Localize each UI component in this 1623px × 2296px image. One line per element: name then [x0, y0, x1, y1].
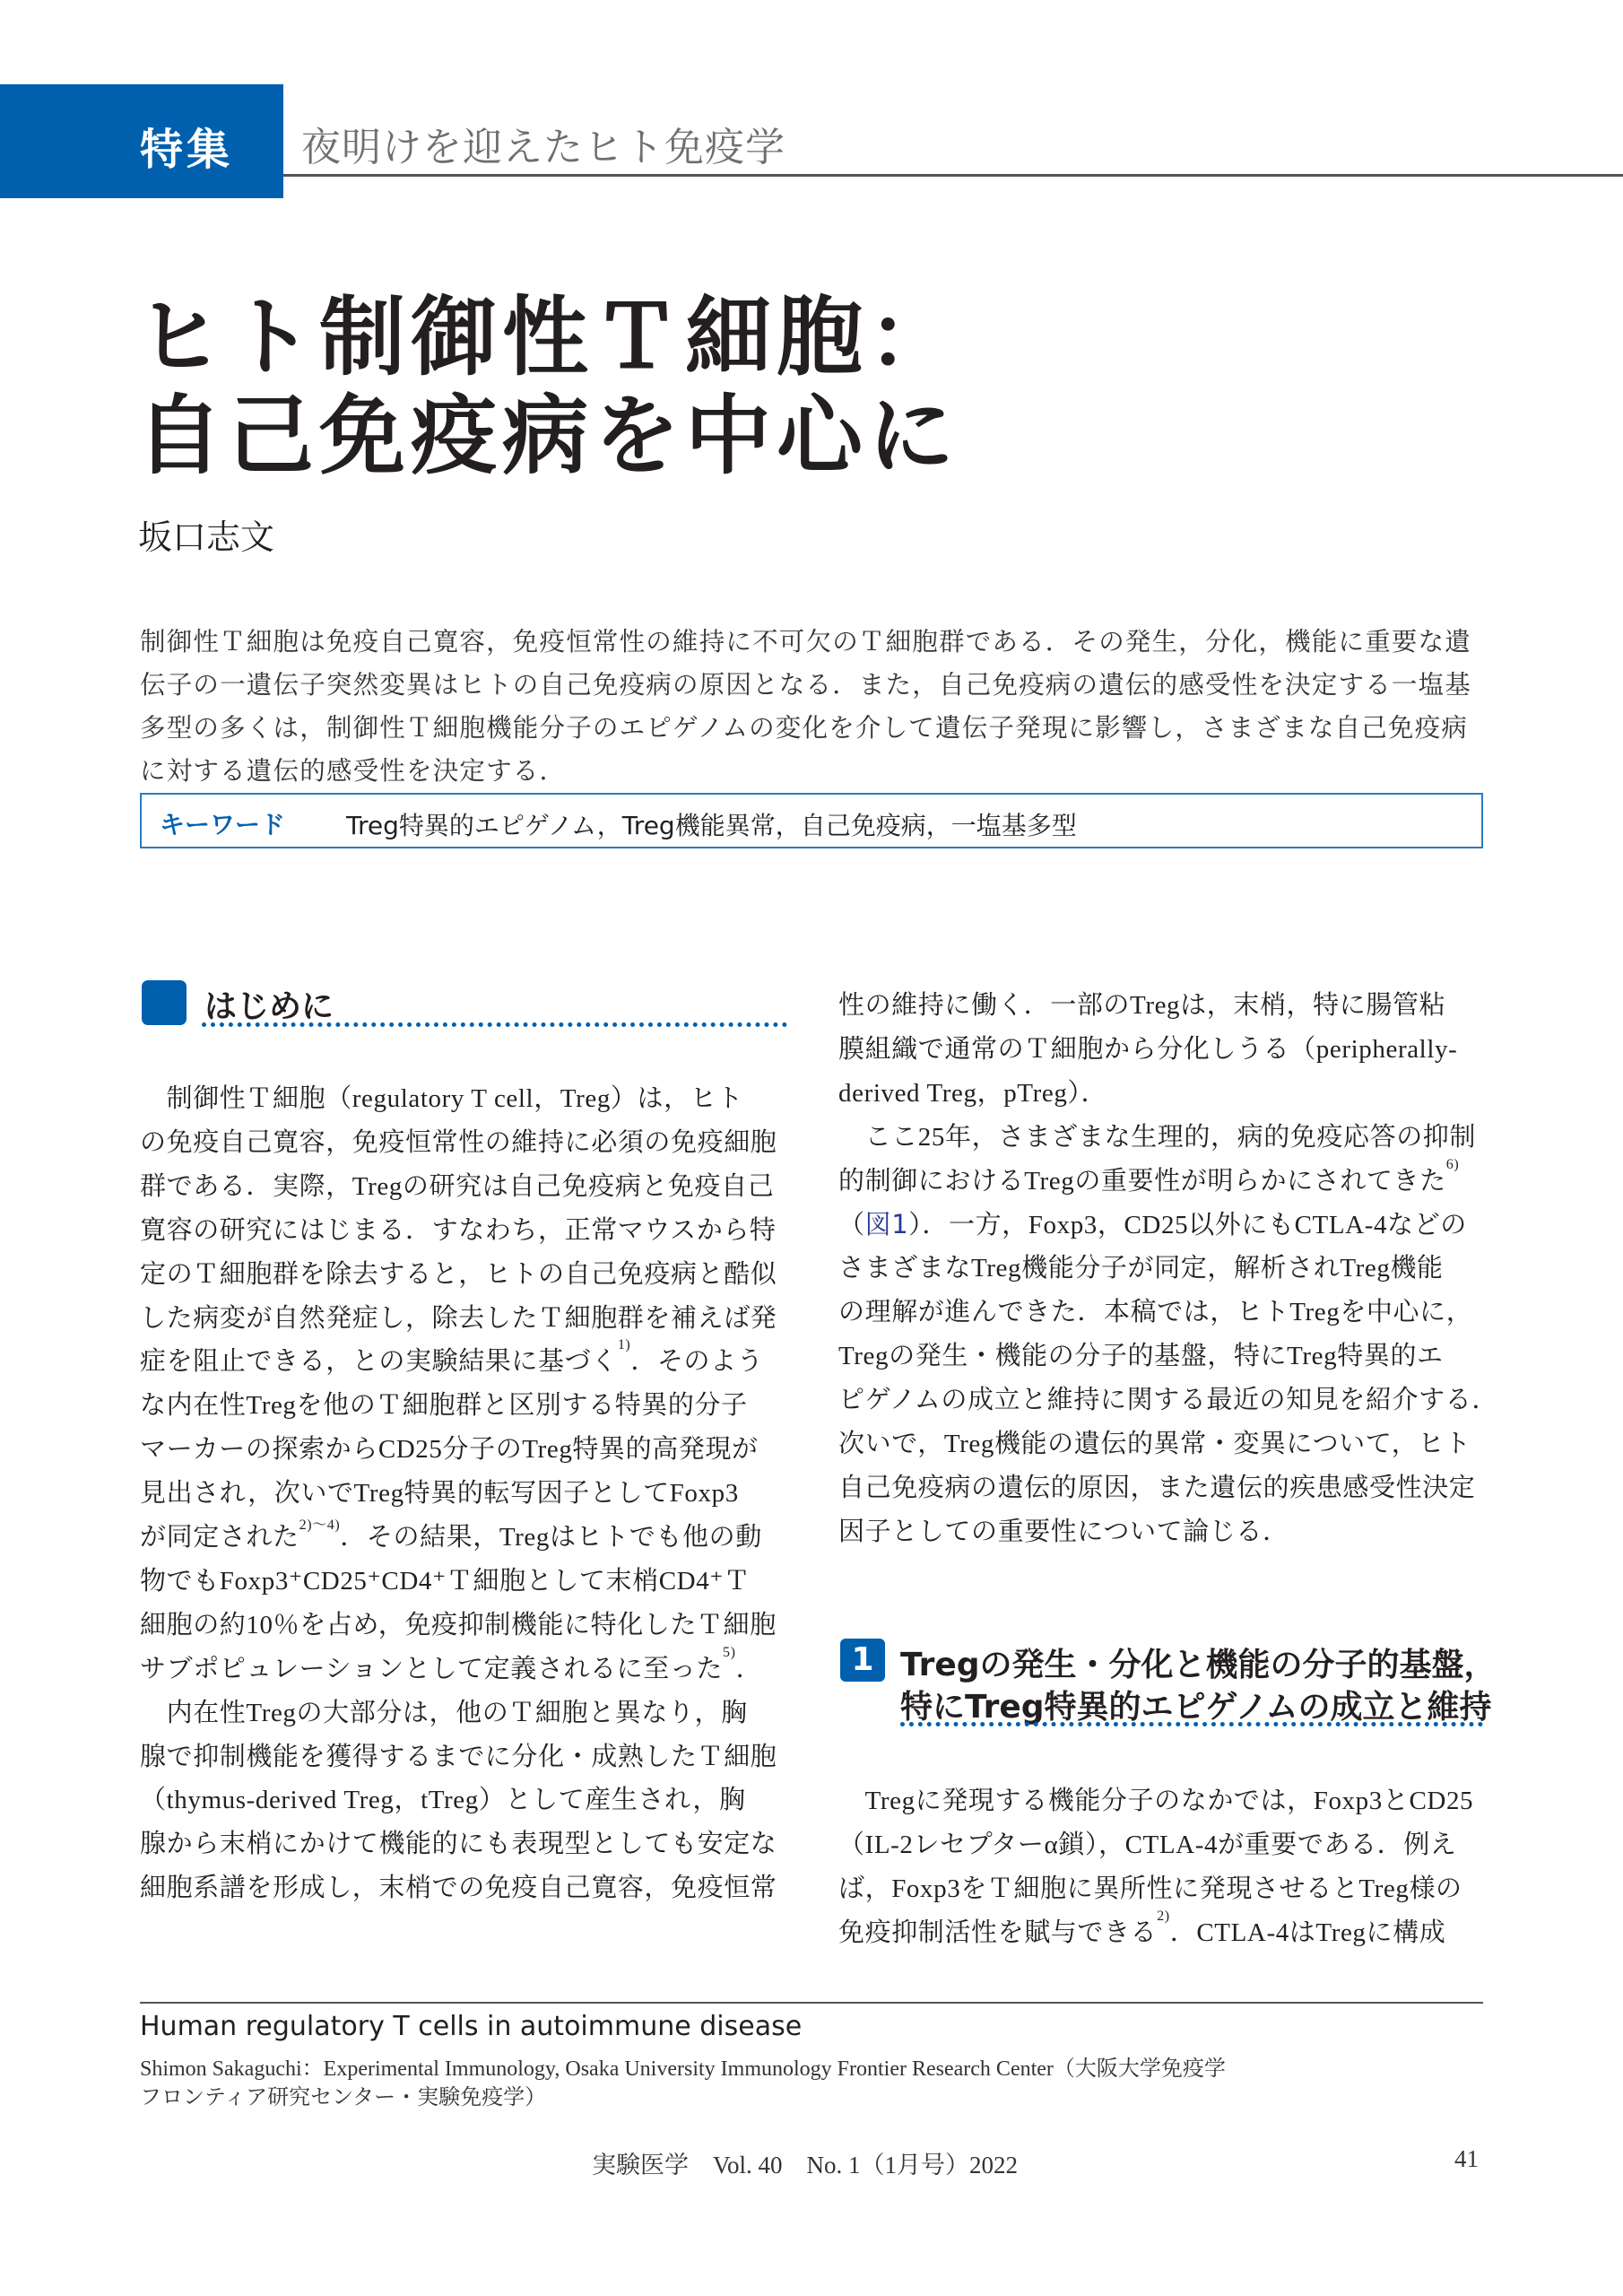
- section-divider-dotted: [202, 1022, 787, 1027]
- body-text-line: [140, 1517, 762, 1553]
- english-title: Human regulatory T cells in autoimmune disease: [140, 2011, 803, 2042]
- body-text-segment: 的制御におけるTregの重要性が明らかにされてきた: [838, 1166, 1446, 1196]
- section-heading-1-line-2: 特にTreg特異的エピゲノムの成立と維持: [900, 1689, 1492, 1726]
- body-text-line: 見出され，次いでTreg特異的転写因子としてFoxp3: [140, 1479, 739, 1509]
- body-text-line: 細胞系譜を形成し，末梢での免疫自己寛容，免疫恒常: [140, 1874, 777, 1903]
- body-text-line: derived Treg，pTreg）．: [838, 1078, 1108, 1108]
- body-text-line: の理解が進んできた．本稿では，ヒトTregを中心に，: [838, 1298, 1473, 1327]
- body-text-line: 定のＴ細胞群を除去すると，ヒトの自己免疫病と酷似: [140, 1259, 777, 1289]
- body-text-line: （thymus-derived Treg，tTreg）として産生され，胸: [140, 1786, 746, 1815]
- body-text-line: （IL-2レセプターα鎖），CTLA-4が重要である．例え: [838, 1831, 1457, 1859]
- body-text-line: [838, 1205, 1467, 1241]
- body-text-line: [838, 1909, 1446, 1949]
- body-text-line: な内在性Tregを他のＴ細胞群と区別する特異的分子: [140, 1391, 748, 1421]
- body-text-line: 群である．実際，Tregの研究は自己免疫病と免疫自己: [140, 1171, 775, 1201]
- body-text-line: さまざまなTreg機能分子が同定，解析されTreg機能: [838, 1254, 1444, 1283]
- section-marker-icon: [142, 980, 187, 1025]
- body-text-line: 腺から末梢にかけて機能的にも表現型としても安定な: [140, 1830, 777, 1859]
- abstract-line: 多型の多くは，制御性Ｔ細胞機能分子のエピゲノムの変化を介して遺伝子発現に影響し，さまざまな自己免疫病: [140, 713, 1469, 743]
- abstract-line: に対する遺伝的感受性を決定する．: [140, 756, 567, 786]
- section-heading-1-line-1: Tregの発生・分化と機能の分子的基盤，: [900, 1647, 1497, 1683]
- figure-reference-link[interactable]: 図1: [864, 1208, 909, 1239]
- body-text-line: 物でもFoxp3⁺CD25⁺CD4⁺Ｔ細胞として末梢CD4⁺Ｔ: [140, 1566, 751, 1596]
- body-text-segment: （: [838, 1210, 865, 1239]
- citation-reference[interactable]: 6): [1445, 1156, 1460, 1172]
- citation-reference[interactable]: 2): [1157, 1909, 1170, 1924]
- page-number: 41: [1454, 2145, 1479, 2172]
- body-text-segment: 免疫抑制活性を賦与できる: [838, 1918, 1158, 1947]
- author-name: 坂口志文: [138, 517, 275, 557]
- article-title-line-1: ヒト制御性Ｔ細胞：: [136, 287, 959, 387]
- body-text-segment: ．CTLA-4はTregに構成: [1169, 1918, 1446, 1947]
- section-divider-dotted: [900, 1722, 1483, 1726]
- section-heading-introduction: はじめに: [204, 988, 334, 1025]
- body-text-line: 制御性Ｔ細胞（regulatory T cell，Treg）は，ヒト: [140, 1084, 743, 1113]
- body-text-segment: サブポピュレーションとして定義されるに至った: [140, 1654, 724, 1683]
- keywords-box: [140, 793, 1483, 848]
- body-text-segment: ．そのよう: [630, 1347, 764, 1377]
- body-text-line: 因子としての重要性について論じる．: [838, 1517, 1289, 1546]
- author-affiliation-line: フロンティア研究センター・実験免疫学）: [140, 2086, 547, 2109]
- body-text-line: した病変が自然発症し，除去したＴ細胞群を補えば発: [140, 1303, 777, 1333]
- body-text-line: 内在性Tregの大部分は，他のＴ細胞と異なり，胸: [140, 1698, 748, 1727]
- body-text-line: ば，Foxp3をＴ細胞に異所性に発現させるとTreg様の: [838, 1874, 1462, 1903]
- citation-reference[interactable]: 1): [617, 1337, 631, 1353]
- header-rule: [283, 174, 1623, 177]
- journal-citation: 実験医学 Vol. 40 No. 1（1月号）2022: [592, 2152, 1019, 2179]
- body-text-segment: が同定された: [140, 1523, 299, 1552]
- abstract-line: 制御性Ｔ細胞は免疫自己寛容，免疫恒常性の維持に不可欠のＴ細胞群である．その発生，分化，機能に重要な遺: [140, 627, 1472, 657]
- body-text-line: ピゲノムの成立と維持に関する最近の知見を紹介する．: [838, 1386, 1498, 1415]
- footer-rule: [140, 2002, 1483, 2004]
- feature-badge: [0, 84, 283, 198]
- body-text-segment: 症を阻止できる，との実験結果に基づく: [140, 1347, 618, 1377]
- feature-title: 夜明けを迎えたヒト免疫学: [301, 125, 785, 170]
- body-text-segment: ．: [735, 1654, 763, 1683]
- body-text-line: [140, 1337, 764, 1378]
- body-text-line: 性の維持に働く．一部のTregは，末梢，特に腸管粘: [838, 991, 1446, 1020]
- keywords-list: Treg特異的エピゲノム，Treg機能異常，自己免疫病，一塩基多型: [346, 811, 1077, 840]
- section-number-badge: 1: [840, 1639, 885, 1682]
- feature-label: 特集: [139, 125, 233, 175]
- body-text-line: 寛容の研究にはじまる．すなわち，正常マウスから特: [140, 1215, 777, 1245]
- body-text-line: 細胞の約10％を占め，免疫抑制機能に特化したＴ細胞: [140, 1610, 777, 1639]
- article-title-line-2: 自己免疫病を中心に: [136, 386, 959, 486]
- body-text-segment: ）．一方，Foxp3，CD25以外にもCTLA-4などの: [908, 1210, 1467, 1239]
- abstract-line: 伝子の一遺伝子突然変異はヒトの自己免疫病の原因となる．また，自己免疫病の遺伝的感受性を決定する一塩基: [140, 670, 1472, 700]
- body-text-line: [140, 1644, 763, 1685]
- citation-reference[interactable]: 5): [723, 1644, 736, 1660]
- keywords-label: キーワード: [160, 810, 286, 839]
- body-text-line: 自己免疫病の遺伝的原因，また遺伝的疾患感受性決定: [838, 1473, 1476, 1502]
- author-affiliation-line: Shimon Sakaguchi：Experimental Immunology, Osaka University Immunology Frontier Research Center（大阪大学免疫学: [140, 2057, 1226, 2081]
- body-text-line: の免疫自己寛容，免疫恒常性の維持に必須の免疫細胞: [140, 1127, 777, 1157]
- citation-reference[interactable]: 2)～4): [299, 1518, 341, 1533]
- body-text-line: Tregの発生・機能の分子的基盤，特にTreg特異的エ: [838, 1342, 1444, 1371]
- body-text-line: Tregに発現する機能分子のなかでは，Foxp3とCD25: [838, 1787, 1474, 1815]
- body-text-line: 膜組織で通常のＴ細胞から分化しうる（peripherally-: [838, 1034, 1458, 1064]
- body-text-line: 腺で抑制機能を獲得するまでに分化・成熟したＴ細胞: [140, 1742, 777, 1771]
- body-text-line: [838, 1156, 1460, 1197]
- body-text-line: ここ25年，さまざまな生理的，病的免疫応答の抑制: [838, 1122, 1477, 1152]
- body-text-line: マーカーの探索からCD25分子のTreg特異的高発現が: [140, 1435, 759, 1465]
- body-text-line: 次いで，Treg機能の遺伝的異常・変異について，ヒト: [838, 1430, 1471, 1458]
- body-text-segment: ．その結果，Tregはヒトでも他の動: [340, 1523, 762, 1552]
